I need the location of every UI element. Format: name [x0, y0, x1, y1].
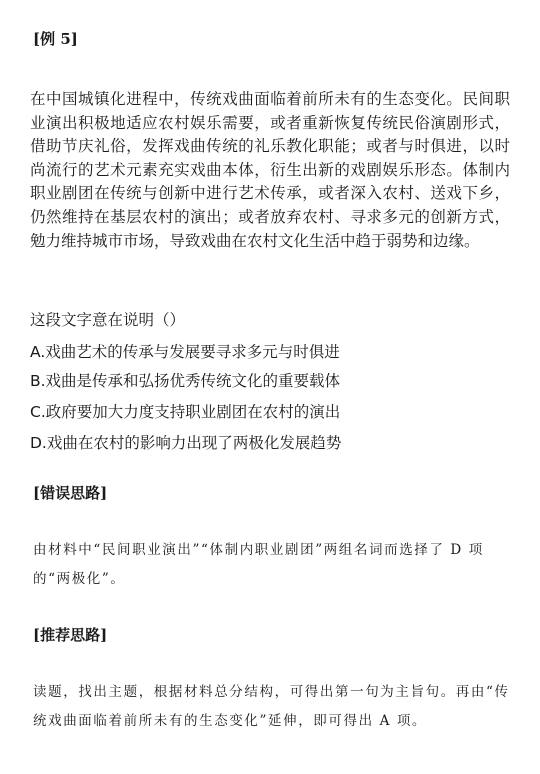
example-label: [例 5] — [33, 30, 78, 48]
option-d: D.戏曲在农村的影响力出现了两极化发展趋势 — [30, 434, 342, 452]
recommended-reasoning-heading: [推荐思路] — [33, 626, 108, 644]
question-stem: 这段文字意在说明（） — [30, 311, 186, 329]
wrong-reasoning-text: 由材料中“民间职业演出”“体制内职业剧团”两组名词而选择了 D 项的“两极化”。 — [33, 542, 484, 587]
recommended-reasoning-text: 读题，找出主题，根据材料总分结构，可得出第一句为主旨句。再由“传统戏曲面临着前所未有的生态变化”延伸，即可得出 A 项。 — [33, 684, 510, 729]
option-a: A.戏曲艺术的传承与发展要寻求多元与时俱进 — [30, 343, 340, 361]
passage-text: 在中国城镇化进程中，传统戏曲面临着前所未有的生态变化。民间职业演出积极地适应农村娱乐需要，或者重新恢复传统民俗演剧形式，借助节庆礼俗，发挥戏曲传统的礼乐教化职能；或者与时俱进，以时尚流行的艺术元素充实戏曲本体，衍生出新的戏剧娱乐形态。体制内职业剧团在传统与创新中进行艺术传承，或者深入农村、送戏下乡，仍然维持在基层农村的演出；或者放弃农村、寻求多元的创新方式，勉力维持城市市场，导致戏曲在农村文化生活中趋于弱势和边缘。 — [30, 90, 510, 250]
option-b: B.戏曲是传承和弘扬优秀传统文化的重要载体 — [30, 372, 341, 390]
option-c: C.政府要加大力度支持职业剧团在农村的演出 — [30, 403, 341, 421]
wrong-reasoning-heading: [错误思路] — [33, 484, 108, 502]
